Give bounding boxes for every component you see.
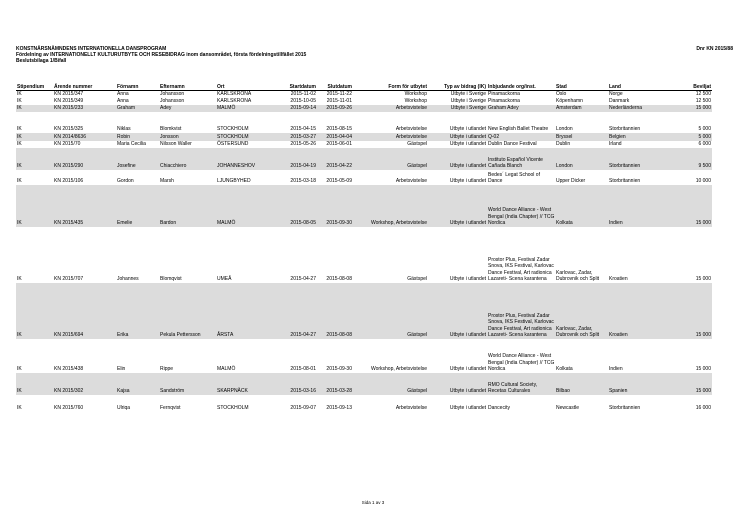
cell-start: 2015-04-27 (290, 276, 316, 283)
cell-form: Gästspel (353, 148, 428, 170)
cell-org: Prostor Plus, Festival Zadar Snova, IKS Festival, Karlovac Dance Festival, Art radionica Lazareti- Scena karantena (488, 256, 554, 283)
col-header-form: Form för utbytet (353, 82, 428, 91)
cell-typ: Utbyte i utlandet (449, 366, 486, 373)
cell-slut: 2015-09-30 (326, 366, 352, 373)
cell-bel: 15 000 (667, 105, 712, 112)
cell-slut: 2015-04-22 (317, 148, 353, 170)
cell-slut: 2015-11-01 (326, 98, 352, 105)
cell-typ: Utbyte i Sverige (450, 91, 486, 98)
cell-land: Kroatien (609, 276, 628, 283)
cell-stip: IK (16, 185, 53, 227)
col-header-beviljat: Beviljat (667, 82, 712, 91)
cell-slut: 2015-06-01 (326, 141, 352, 148)
table-row (16, 227, 712, 283)
cell-fn: Ulriqa (117, 405, 131, 412)
cell-ort: KARLSKRONA (217, 98, 252, 105)
cell-en: Blomkvist (160, 126, 182, 133)
cell-form: Gästspel (353, 373, 428, 395)
cell-form: Arbetsvistelse (395, 126, 427, 133)
cell-typ: Utbyte i utlandet (428, 133, 487, 141)
table-row (16, 98, 712, 105)
cell-ort: KARLSKRONA (217, 91, 252, 98)
cell-land: Storbritannien (609, 126, 641, 133)
cell-nr: KN 2015/760 (54, 405, 84, 412)
cell-en: Adey (159, 105, 216, 112)
cell-form: Workshop, Arbetsvistelse (353, 185, 428, 227)
cell-stad: Newcastle (556, 405, 580, 412)
cell-ort: UMEÅ (217, 276, 232, 283)
cell-fn: Niklas (117, 126, 131, 133)
cell-start: 2015-09-07 (290, 405, 316, 412)
cell-ort: SKARPNÄCK (216, 373, 271, 395)
cell-start: 2015-08-05 (271, 185, 317, 227)
grants-table (16, 82, 712, 412)
cell-ort: MALMÖ (217, 366, 236, 373)
cell-form: Arbetsvistelse (395, 405, 427, 412)
cell-ort: LJUNGBYHED (217, 178, 251, 185)
cell-slut: 2015-04-04 (317, 133, 353, 141)
cell-stip: IK (16, 283, 53, 339)
cell-nr: KN 2014/8636 (53, 133, 116, 141)
cell-en: Blomqvist (160, 276, 182, 283)
cell-typ: Utbyte i utlandet (428, 283, 487, 339)
cell-org: Graham Adey (487, 105, 555, 112)
cell-nr: KN 2015/349 (54, 98, 84, 105)
cell-stad: Kolkata (555, 185, 608, 227)
cell-stip: IK (17, 98, 22, 105)
cell-ort: ÅRSTA (216, 283, 271, 339)
table-row (16, 185, 712, 227)
cell-land: Danmark (609, 98, 630, 105)
table-row (16, 148, 712, 170)
cell-stip: IK (17, 91, 22, 98)
cell-typ: Utbyte i utlandet (428, 185, 487, 227)
cell-en: Nilsson Waller (160, 141, 192, 148)
cell-fn: Emelie (116, 185, 159, 227)
cell-stad: London (555, 148, 608, 170)
cell-fn: Johannes (117, 276, 139, 283)
cell-typ: Utbyte i utlandet (449, 276, 486, 283)
cell-nr: KN 2015/435 (53, 185, 116, 227)
cell-land: Indien (608, 185, 667, 227)
cell-typ: Utbyte i utlandet (449, 126, 486, 133)
cell-stip: IK (17, 366, 22, 373)
cell-fn: Kajsa (116, 373, 159, 395)
cell-org: World Dance Alliance - West Bengal (India Chapter) // TCG Nordica (488, 353, 555, 373)
cell-fn: Elin (117, 366, 126, 373)
cell-bel: 16 000 (695, 405, 711, 412)
col-header-stad: Stad (555, 82, 608, 91)
cell-stad: Bilbao (555, 373, 608, 395)
cell-typ: Utbyte i utlandet (428, 373, 487, 395)
cell-land: Norge (609, 91, 623, 98)
table-row (16, 112, 712, 133)
table-row (16, 91, 712, 98)
cell-stad: London (556, 126, 573, 133)
cell-bel: 15 000 (667, 185, 712, 227)
cell-nr: KN 2015/438 (54, 366, 84, 373)
table-header-row (16, 82, 712, 91)
cell-start: 2015-03-27 (271, 133, 317, 141)
cell-stip: IK (17, 178, 22, 185)
cell-ort: MALMÖ (216, 105, 271, 112)
cell-stad: Karlovac, Zadar, Dubrovnik och Split (555, 283, 608, 339)
cell-start: 2015-03-18 (290, 178, 316, 185)
cell-stip: IK (17, 276, 22, 283)
cell-stip: IK (17, 126, 22, 133)
table-row (16, 133, 712, 141)
cell-stip: IK (16, 373, 53, 395)
cell-land: Irland (609, 141, 622, 148)
appendix-label: Beslutsbilaga 1/Bifall (16, 58, 67, 64)
cell-nr: KN 2015/325 (54, 126, 84, 133)
cell-bel: 12 500 (695, 91, 711, 98)
table-row (16, 373, 712, 395)
cell-form: Arbetsvistelse (353, 133, 428, 141)
cell-ort: STOCKHOLM (217, 405, 249, 412)
cell-start: 2015-04-27 (271, 283, 317, 339)
cell-fn: Anna (117, 91, 129, 98)
cell-org: New English Ballet Theatre (488, 126, 549, 133)
cell-nr: KN 2015/70 (54, 141, 81, 148)
cell-slut: 2015-08-15 (326, 126, 352, 133)
cell-stad: Amsterdam (555, 105, 608, 112)
col-header-arende: Ärende nummer (53, 82, 116, 91)
cell-form: Workshop, Arbetsvistelse (370, 366, 427, 373)
cell-typ: Utbyte i Sverige (450, 98, 486, 105)
cell-form: Arbetsvistelse (395, 178, 427, 185)
cell-slut: 2015-03-28 (317, 373, 353, 395)
cell-org: World Dance Alliance - West Bengal (India Chapter) // TCG Nordica (487, 185, 555, 227)
cell-bel: 5 000 (667, 133, 712, 141)
col-header-slutdatum: Slutdatum (317, 82, 353, 91)
cell-nr: KN 2015/302 (53, 373, 116, 395)
cell-org: RMO Cultural Society, Recetas Culturales (487, 373, 555, 395)
cell-stad: Dublin (556, 141, 571, 148)
cell-en: Fernqvist (160, 405, 181, 412)
cell-nr: KN 2015/290 (53, 148, 116, 170)
document-title: KONSTNÄRSNÄMNDENS INTERNATIONELLA DANSPROGRAM (16, 46, 167, 52)
cell-en: Pekula Pettersson (159, 283, 216, 339)
cell-stad: Köpenhamn (556, 98, 583, 105)
cell-land: Kroatien (608, 283, 667, 339)
cell-fn: Erika (116, 283, 159, 339)
cell-ort: STOCKHOLM (216, 133, 271, 141)
col-header-land: Land (608, 82, 667, 91)
cell-form: Gästspel (353, 283, 428, 339)
cell-start: 2015-04-19 (271, 148, 317, 170)
cell-land: Storbritannien (609, 405, 641, 412)
cell-bel: 9 500 (667, 148, 712, 170)
cell-typ: Utbyte i utlandet (428, 148, 487, 170)
cell-land: Nederländerna (608, 105, 667, 112)
cell-fn: Anna (117, 98, 129, 105)
cell-stad: Bryssel (555, 133, 608, 141)
cell-ort: STOCKHOLM (217, 126, 249, 133)
cell-org: Dancecity (488, 405, 510, 412)
cell-slut: 2015-08-08 (326, 276, 352, 283)
cell-start: 2015-09-14 (271, 105, 317, 112)
cell-stip: IK (16, 148, 53, 170)
cell-stad: Upper Dicker (556, 178, 586, 185)
cell-slut: 2015-09-30 (317, 185, 353, 227)
table-row (16, 105, 712, 112)
cell-land: Storbritannien (609, 178, 641, 185)
cell-nr: KN 2015/106 (54, 178, 84, 185)
cell-org: Pinamackorna (488, 98, 520, 105)
cell-ort: ÖSTERSUND (217, 141, 249, 148)
col-header-typ: Typ av bidrag (IK) (428, 82, 487, 91)
table-row (16, 395, 712, 412)
registration-number: Dnr KN 2015/88 (696, 46, 733, 52)
cell-typ: Utbyte i utlandet (449, 178, 486, 185)
cell-stad: Oslo (556, 91, 567, 98)
cell-bel: 5 000 (698, 126, 711, 133)
cell-stip: IK (16, 133, 53, 141)
cell-en: Rippe (160, 366, 174, 373)
cell-start: 2015-11-02 (290, 91, 316, 98)
col-header-startdatum: Startdatum (271, 82, 317, 91)
cell-bel: 10 000 (695, 178, 711, 185)
cell-stad: Karlovac, Zadar, Dubrovnik och Split (556, 269, 600, 283)
cell-typ: Utbyte i utlandet (449, 141, 486, 148)
cell-slut: 2015-05-09 (326, 178, 352, 185)
table-row (16, 339, 712, 373)
cell-en: Marsh (160, 178, 174, 185)
cell-bel: 15 000 (695, 366, 711, 373)
cell-fn: Robin (116, 133, 159, 141)
cell-slut: 2015-09-13 (326, 405, 352, 412)
cell-org: Dublin Dance Festival (488, 141, 537, 148)
table-row (16, 283, 712, 339)
cell-start: 2015-10-05 (290, 98, 316, 105)
cell-nr: KN 2015/707 (54, 276, 84, 283)
cell-land: Spanien (608, 373, 667, 395)
col-header-stipendium: Stipendium (16, 82, 53, 91)
cell-bel: 6 000 (698, 141, 711, 148)
cell-typ: Utbyte i utlandet (449, 405, 486, 412)
cell-ort: JOHANNESHOV (216, 148, 271, 170)
cell-nr: KN 2015/233 (53, 105, 116, 112)
cell-bel: 15 000 (667, 373, 712, 395)
cell-org: Instituto Español Vicente Cañada Blanch (487, 148, 555, 170)
cell-en: Johansson (160, 98, 185, 105)
cell-stip: IK (17, 405, 22, 412)
col-header-org: Inbjudande org/inst. (487, 82, 555, 91)
col-header-ort: Ort (216, 82, 271, 91)
col-header-efternamn: Efternamn (159, 82, 216, 91)
cell-stip: IK (17, 141, 22, 148)
cell-fn: Graham (116, 105, 159, 112)
cell-ort: MALMÖ (216, 185, 271, 227)
cell-org: Q-02 (487, 133, 555, 141)
cell-stip: IK (16, 105, 53, 112)
cell-stad: Kolkata (556, 366, 573, 373)
cell-slut: 2015-11-22 (326, 91, 352, 98)
document-subtitle: Fördelning av INTERNATIONELLT KULTURUTBYTE OCH RESEBIDRAG inom dansområdet, första fördelningstillfället 2015 (16, 52, 307, 58)
cell-start: 2015-04-15 (290, 126, 316, 133)
cell-fn: Josefine (116, 148, 159, 170)
table-row (16, 170, 712, 185)
cell-form: Gästspel (407, 141, 427, 148)
cell-slut: 2015-08-08 (317, 283, 353, 339)
cell-start: 2015-03-16 (271, 373, 317, 395)
cell-nr: KN 2015/347 (54, 91, 84, 98)
cell-org: Prostor Plus, Festival Zadar Snova, IKS Festival, Karlovac Dance Festival, Art radionica Lazareti- Scena karantena (487, 283, 555, 339)
cell-org: Pinamackorna (488, 91, 520, 98)
cell-fn: Maria Cecilia (117, 141, 146, 148)
cell-fn: Gordon (117, 178, 134, 185)
cell-form: Arbetsvistelse (353, 105, 428, 112)
cell-slut: 2015-09-26 (317, 105, 353, 112)
cell-bel: 15 000 (667, 283, 712, 339)
cell-land: Belgien (608, 133, 667, 141)
cell-en: Johansson (160, 91, 185, 98)
table-row (16, 141, 712, 148)
cell-en: Sandström (159, 373, 216, 395)
cell-org: Bedes´ Legat School of Dance (488, 171, 540, 185)
cell-en: Jonsson (159, 133, 216, 141)
cell-bel: 12 500 (695, 98, 711, 105)
cell-en: Chiacchiero (159, 148, 216, 170)
cell-en: Bardon (159, 185, 216, 227)
cell-form: Gästspel (407, 276, 427, 283)
cell-bel: 15 000 (695, 276, 711, 283)
cell-land: Storbritannien (608, 148, 667, 170)
col-header-fornamn: Förnamn (116, 82, 159, 91)
cell-typ: Utbyte i Sverige (428, 105, 487, 112)
cell-form: Workshop (404, 91, 427, 98)
cell-land: Indien (609, 366, 623, 373)
cell-start: 2015-08-01 (290, 366, 316, 373)
cell-form: Workshop (404, 98, 427, 105)
cell-start: 2015-05-26 (290, 141, 316, 148)
page-footer: Sida 1 av 3 (361, 500, 385, 505)
cell-nr: KN 2015/694 (53, 283, 116, 339)
